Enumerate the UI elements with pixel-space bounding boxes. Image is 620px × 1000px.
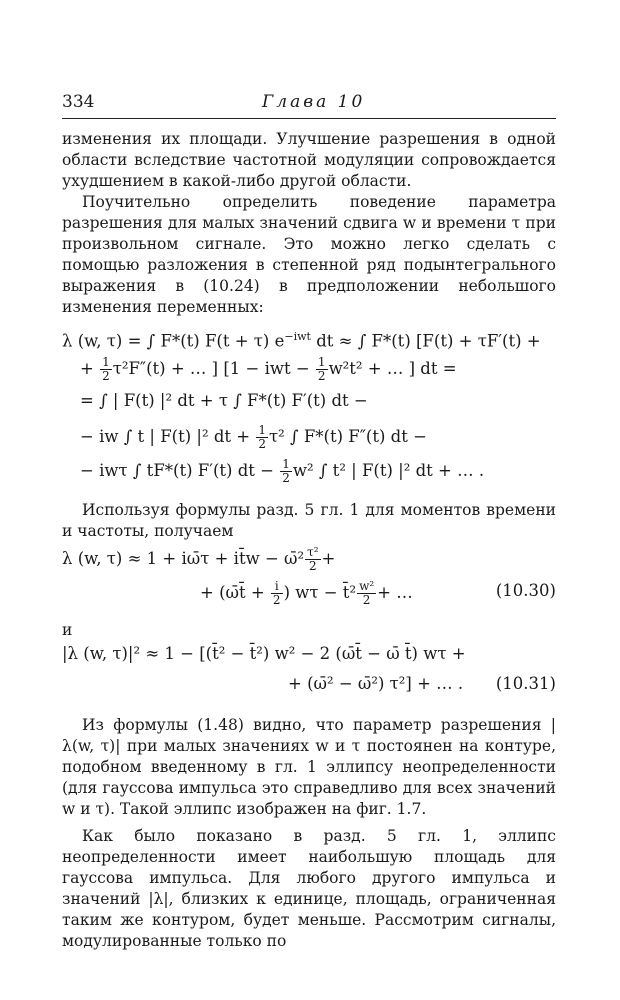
eq2-line-1-b: + — [321, 549, 336, 568]
eq3-line-1 — [62, 643, 556, 673]
paragraph-2: Поучительно определить поведение параметра разрешения для малых значений сдвига w и времени τ при произвольном сигнале. Это можно легко сделать с помощью разложения в степенной ряд подынтегрального выражения в (10.24) в предположении небольшого изменения переменных: — [62, 193, 556, 316]
equation-10-31 — [62, 643, 556, 703]
eq2-fraction-tau: $\frac{\text{τ²}}{2}$ — [307, 545, 319, 573]
eq2-fraction-w: $\frac{\text{w²}}{2}$ — [359, 579, 375, 607]
eq2-line-2-a: + (ω̄t̄ + — [200, 583, 270, 602]
page — [62, 92, 556, 952]
paragraph-6: Как было показано в разд. 5 гл. 1, эллипс неопределенности имеет наибольшую площадь для гауссова импульса. Для любого другого импульса и значений |λ|, близких к единице, площадь, ограниченная таким же контуром, будет меньше. Рассмотрим сигналы, модулированные только по — [62, 827, 556, 950]
eq2-line-2 — [62, 580, 556, 616]
eq1-line-5-b: w² ∫ t² | F(t) |² dt + … . — [292, 461, 485, 480]
eq3-line-2 — [62, 673, 556, 703]
eq2-fraction-i: $\frac{i}{2}$ — [272, 579, 281, 607]
paragraph-1: изменения их площади. Улучшение разрешения в одной области вследствие частотной модуляции сопровождается ухудшением в какой-либо другой области. — [62, 130, 556, 190]
eq1-line-1 — [62, 326, 556, 356]
running-header — [62, 92, 556, 119]
eq1-line-1-left: λ (w, τ) = ∫ F*(t) F(t + τ) e — [62, 331, 285, 351]
eq1-line-1-right: dt ≈ ∫ F*(t) [F(t) + τF′(t) + — [310, 331, 541, 351]
eq2-line-2-c: + … — [377, 583, 413, 602]
paragraph-3: Используя формулы разд. 5 гл. 1 для моментов времени и частоты, получаем — [62, 501, 556, 540]
eq3-line-1-text: |λ (w, τ)|² ≈ 1 − [(t̄² − t̄²) w² − 2 (ω̄t̄ − ω̄ t̄) wτ + — [62, 644, 466, 663]
paragraph-4: и — [62, 621, 73, 639]
eq1-line-2-c: w²t² + … ] dt = — [328, 359, 457, 378]
paragraph-5: Из формулы (1.48) видно, что параметр разрешения |λ(w, τ)| при малых значениях w и τ постоянен на контуре, подобном введенному в гл. 1 эллипсу неопределенности (для гауссова импульса это справедливо для всех значений w и τ). Такой эллипс изображен на фиг. 1.7. — [62, 716, 556, 818]
eq1-line-3 — [62, 390, 556, 424]
equation-10-24-expansion — [62, 326, 556, 492]
eq1-fraction-half: $\frac{1}{2}$ — [102, 355, 110, 383]
eq3-line-2-text: + (ω̄² − ω̄²) τ²] + … . — [288, 674, 464, 693]
eq1-line-3-text: = ∫ | F(t) |² dt + τ ∫ F*(t) F′(t) dt − — [80, 391, 368, 410]
eq1-fraction-half-2: $\frac{1}{2}$ — [317, 355, 326, 383]
eq1-line-4 — [62, 424, 556, 458]
eq2-line-2-b: ) wτ − t̄² — [283, 583, 357, 602]
equation-number-10-31: (10.31) — [495, 674, 556, 693]
eq1-fraction-half-3: $\frac{1}{2}$ — [258, 423, 267, 451]
eq1-line-5 — [62, 458, 556, 492]
eq1-line-2-b: τ²F″(t) + … ] [1 − iwt − — [112, 359, 315, 378]
page-number: 334 — [62, 92, 95, 112]
chapter-title: Глава 10 — [262, 92, 366, 112]
eq1-line-4-a: − iw ∫ t | F(t) |² dt + — [80, 427, 256, 446]
eq1-exponent: −iwt — [284, 330, 311, 343]
equation-10-30 — [62, 546, 556, 616]
eq1-line-2 — [62, 356, 556, 390]
eq1-fraction-half-4: $\frac{1}{2}$ — [282, 457, 290, 485]
eq1-line-4-b: τ² ∫ F*(t) F″(t) dt − — [269, 427, 427, 446]
eq1-line-2-a: + — [80, 359, 100, 378]
equation-number-10-30: (10.30) — [495, 581, 556, 600]
eq1-line-5-a: − iwτ ∫ tF*(t) F′(t) dt − — [80, 461, 280, 480]
eq2-line-1-a: λ (w, τ) ≈ 1 + iω̄τ + it̄w − ω̄² — [62, 549, 305, 568]
eq2-line-1 — [62, 546, 556, 580]
